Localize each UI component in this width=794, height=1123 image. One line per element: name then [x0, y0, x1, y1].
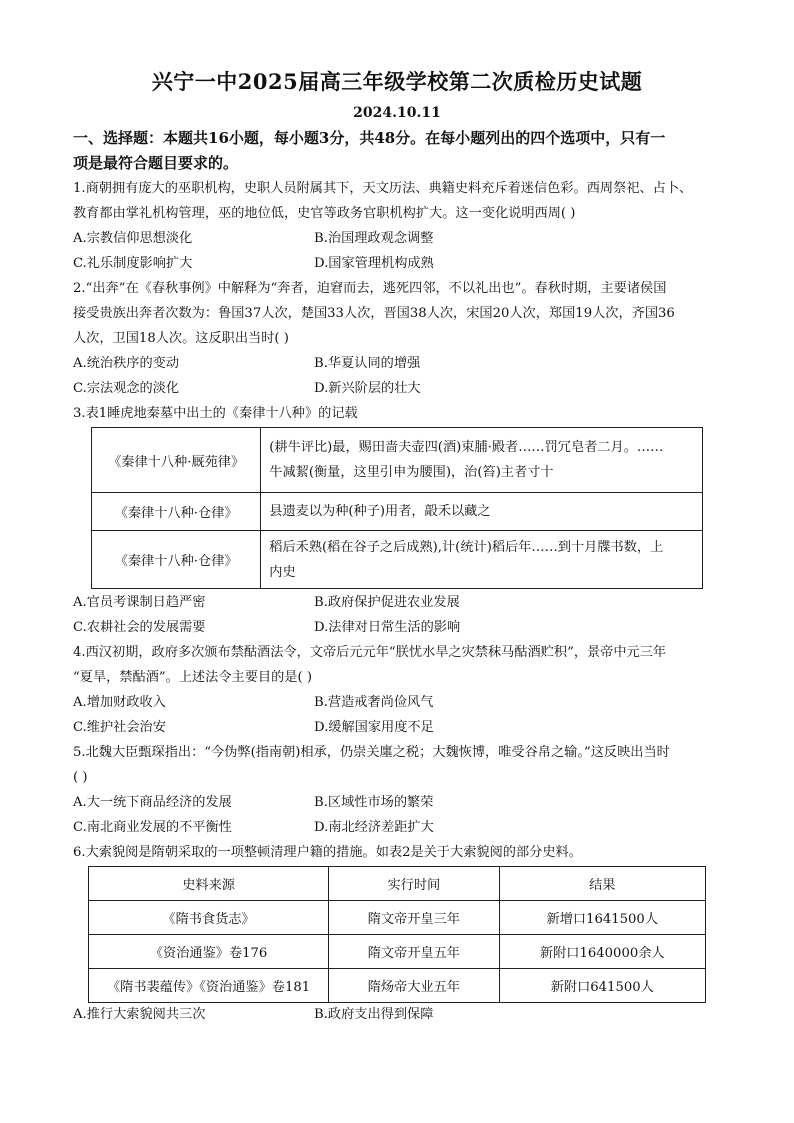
q3-row1-name: 《秦律十八种·厩苑律》 — [92, 428, 261, 493]
q6-row2-result: 新附口1640000余人 — [499, 935, 705, 969]
q3-table — [91, 427, 703, 589]
q4-option-c: C.维护社会治安 — [73, 720, 166, 735]
table-row — [92, 428, 703, 493]
q6-row1-result: 新增口1641500人 — [499, 901, 705, 935]
q4-stem-line1: 4.西汉初期，政府多次颁布禁酤酒法令，文帝后元元年“朕忧水旱之灾禁秣马酤酒贮积”，景帝中元三年 — [73, 645, 667, 660]
q6-header-result: 结果 — [499, 867, 705, 901]
q2-stem-line3: 人次，卫国18人次。这反职出当时( ) — [73, 331, 289, 346]
q2-option-a: A.统治秩序的变动 — [73, 356, 180, 371]
q1-option-a: A.宗教信仰思想淡化 — [73, 231, 193, 246]
q5-option-d: D.南北经济差距扩大 — [314, 820, 434, 835]
q3-row3-text-line2: 内史 — [269, 564, 296, 580]
q6-row3-result: 新附口641500人 — [499, 969, 705, 1003]
q6-row2-source: 《资治通鉴》卷176 — [89, 935, 329, 969]
q5-option-a: A.大一统下商品经济的发展 — [73, 795, 232, 810]
q6-row1-time: 隋文帝开皇三年 — [329, 901, 499, 935]
q1-option-b: B.治国理政观念调整 — [314, 231, 434, 246]
q3-row3-name: 《秦律十八种·仓律》 — [92, 531, 261, 589]
q3-option-c: C.农耕社会的发展需要 — [73, 620, 206, 635]
q3-row1-text-line2: 牛减絜(衡量，这里引申为腰围)，治(笞)主者寸十 — [269, 465, 554, 480]
q5-option-c: C.南北商业发展的不平衡性 — [73, 820, 232, 835]
q6-stem: 6.大索貌阅是隋朝采取的一项整顿清理户籍的措施。如表2是关于大索貌阅的部分史料。 — [73, 845, 582, 860]
q1-stem-line1: 1.商朝拥有庞大的巫职机构，史职人员附属其下，天文历法、典籍史料充斥着迷信色彩。西周祭祀、占卜、 — [73, 181, 693, 196]
q3-row1-text-line1: (耕牛评比)最，赐田啬夫壶四(酒)束脯·殿者……罚冗皂者二月。…… — [269, 440, 664, 455]
q1-option-c: C.礼乐制度影响扩大 — [73, 256, 193, 271]
section-heading-line2: 项是最符合题目要求的。 — [73, 154, 239, 172]
exam-title: 兴宁一中2025届高三年级学校第二次质检历史试题 — [151, 69, 643, 94]
q6-option-b: B.政府支出得到保障 — [314, 1007, 434, 1022]
q6-row3-source: 《隋书裴蕴传》《资治通鉴》卷181 — [89, 969, 329, 1003]
table-row — [92, 493, 703, 531]
q6-row2-time: 隋文帝开皇五年 — [329, 935, 499, 969]
table-row — [89, 969, 706, 1003]
q5-stem-line2: ( ) — [73, 770, 88, 785]
q6-option-a: A.推行大索貌阅共三次 — [73, 1007, 206, 1022]
q1-option-d: D.国家管理机构成熟 — [314, 256, 434, 271]
q2-option-b: B.华夏认同的增强 — [314, 356, 421, 371]
q6-header-source: 史料来源 — [89, 867, 329, 901]
q3-row3-text — [261, 531, 703, 589]
q2-stem-line1: 2.“出奔”在《春秋事例》中解释为“奔者，迫窘而去，逃死四邻，不以礼出也”。春秋时期，主要诸侯国 — [73, 281, 667, 296]
q2-option-c: C.宗法观念的淡化 — [73, 381, 180, 396]
q5-option-b: B.区域性市场的繁荣 — [314, 795, 434, 810]
q5-stem-line1: 5.北魏大臣甄琛指出：“今伪弊(指南朝)相承，仍崇关廛之税；大魏恢博，唯受谷帛之输。”这反映出当时 — [73, 745, 670, 760]
q6-table — [88, 866, 706, 1003]
q3-option-b: B.政府保护促进农业发展 — [314, 595, 460, 610]
q2-stem-line2: 接受贵族出奔者次数为：鲁国37人次，楚国33人次，晋国38人次，宋国20人次，郑国19人次，齐国36 — [73, 306, 675, 321]
q3-option-d: D.法律对日常生活的影响 — [314, 620, 461, 635]
q3-stem: 3.表1睡虎地秦墓中出土的《秦律十八种》的记载 — [73, 406, 358, 421]
q6-row1-source: 《隋书食货志》 — [89, 901, 329, 935]
q6-header-time: 实行时间 — [329, 867, 499, 901]
q3-row2-text: 县遗麦以为种(种子)用者，毃禾以藏之 — [261, 493, 703, 531]
q3-row2-name: 《秦律十八种·仓律》 — [92, 493, 261, 531]
table-row — [92, 531, 703, 589]
q1-stem-line2: 教育都由掌礼机构管理，巫的地位低，史官等政务官职机构扩大。这一变化说明西周( ) — [73, 206, 576, 221]
q3-row3-text-line1: 稻后禾熟(稻在谷子之后成熟),计(统计)稻后年……到十月牒书数，上 — [269, 539, 664, 555]
q4-option-a: A.增加财政收入 — [73, 695, 166, 710]
q2-option-d: D.新兴阶层的壮大 — [314, 381, 421, 396]
table-header-row — [89, 867, 706, 901]
section-heading-line1: 一、选择题：本题共16小题，每小题3分，共48分。在每小题列出的四个选项中，只有一 — [73, 129, 666, 147]
table-row — [89, 901, 706, 935]
q3-row1-text — [261, 428, 703, 493]
q4-stem-line2: “夏旱，禁酤酒”。上述法令主要目的是( ) — [73, 670, 312, 685]
table-row — [89, 935, 706, 969]
q4-option-b: B.营造戒奢尚俭风气 — [314, 695, 434, 710]
q4-option-d: D.缓解国家用度不足 — [314, 720, 434, 735]
q6-row3-time: 隋炀帝大业五年 — [329, 969, 499, 1003]
q3-option-a: A.官员考课制日趋严密 — [73, 595, 206, 610]
exam-date: 2024.10.11 — [353, 105, 441, 121]
